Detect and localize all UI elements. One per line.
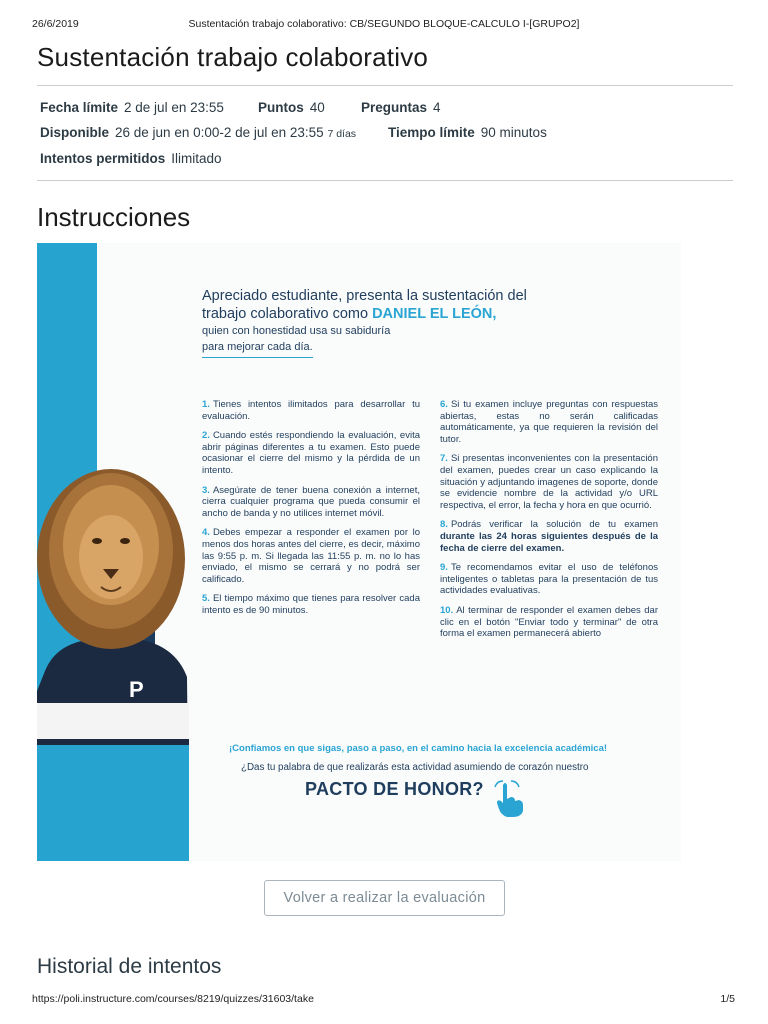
instructions-intro xyxy=(202,287,532,358)
available-detail xyxy=(40,125,356,140)
retake-quiz-button[interactable]: Volver a realizar la evaluación xyxy=(264,880,505,916)
print-date: 26/6/2019 xyxy=(32,18,79,30)
divider xyxy=(37,180,733,181)
instructions-heading: Instrucciones xyxy=(37,202,191,232)
print-page-number: 1/5 xyxy=(720,993,735,1005)
rules-column-right xyxy=(440,399,658,648)
attempts-label: Intentos permitidos xyxy=(40,151,166,166)
attempts-value: Ilimitado xyxy=(171,151,222,166)
divider xyxy=(37,85,733,86)
shirt-logo: P xyxy=(129,677,144,702)
attempts-detail xyxy=(40,151,222,166)
rule-item: 10. Al terminar de responder el examen debes dar clic en el botón "Enviar todo y terminar" de otra forma el examen permanecerá abierto xyxy=(440,604,658,640)
rule-item: 2. Cuando estés respondiendo la evaluación, evita abrir páginas diferentes a tu examen. Esto puede ocasionar el cierre del mismo y la pérdida de un intento. xyxy=(202,430,420,476)
encouragement-text: ¡Confiamos en que sigas, paso a paso, en el camino hacia la excelencia académica! xyxy=(229,743,608,754)
points-label: Puntos xyxy=(258,100,304,115)
rule-item: 1. Tienes intentos ilimitados para desarrollar tu evaluación. xyxy=(202,399,420,422)
honor-pact-title: PACTO DE HONOR? xyxy=(305,779,484,799)
intro-line-3: quien con honestidad usa su sabiduría xyxy=(202,325,391,337)
time-limit-detail xyxy=(388,125,547,140)
rule-item: 7. Si presentas inconvenientes con la presentación del examen, puedes crear un caso explicando la situación y adjuntando imagenes de soporte, donde se evidencie nombre de la actividad y/o URL respectiva, el error, la fecha y hora en que ocurrió. xyxy=(440,453,658,511)
questions-value: 4 xyxy=(433,100,441,115)
questions-label: Preguntas xyxy=(361,100,428,115)
intro-highlight: DANIEL EL LEÓN, xyxy=(372,306,497,322)
instructions-image xyxy=(37,243,681,861)
quiz-details-row-1 xyxy=(40,100,224,115)
available-days: 7 días xyxy=(327,128,357,140)
pointing-hand-icon xyxy=(493,779,527,819)
print-header xyxy=(0,18,768,32)
attempt-history-heading: Historial de intentos xyxy=(37,955,222,978)
intro-line-1: Apreciado estudiante, presenta la sustentación del xyxy=(202,288,527,304)
rule-item: 8. Podrás verificar la solución de tu examen durante las 24 horas siguientes después de la fecha de cierre del examen. xyxy=(440,519,658,554)
due-value: 2 de jul en 23:55 xyxy=(124,100,224,115)
due-label: Fecha límite xyxy=(40,100,119,115)
rules-column-left xyxy=(202,399,420,625)
time-limit-label: Tiempo límite xyxy=(388,125,475,140)
print-url: https://poli.instructure.com/courses/8219/quizzes/31603/take xyxy=(32,993,314,1005)
points-value: 40 xyxy=(309,100,325,115)
rule-item: 9. Te recomendamos evitar el uso de teléfonos inteligentes o tabletas para la presentación de tus actividades evaluativas. xyxy=(440,562,658,597)
rule-item: 5. El tiempo máximo que tienes para resolver cada intento es de 90 minutos. xyxy=(202,593,420,616)
lion-mascot-illustration xyxy=(37,441,189,861)
page-title: Sustentación trabajo colaborativo xyxy=(37,42,429,72)
available-value: 26 de jun en 0:00-2 de jul en 23:55 xyxy=(115,125,324,140)
available-label: Disponible xyxy=(40,125,110,140)
intro-line-4: para mejorar cada día. xyxy=(202,339,313,358)
time-limit-value: 90 minutos xyxy=(480,125,547,140)
rule-item: 4. Debes empezar a responder el examen por lo menos dos horas antes del cierre, es decir, máximo las 9:55 p. m. Si llegada las 11:55 p. m. no lo has enviado, el mismo se cerrará y no podrá ser calificado. xyxy=(202,527,420,585)
rule-item: 6. Si tu examen incluye preguntas con respuestas abiertas, estas no serán calificadas automáticamente, ya que requieren la revisión del tutor. xyxy=(440,399,658,445)
honor-question: ¿Das tu palabra de que realizarás esta actividad asumiendo de corazón nuestro xyxy=(241,762,589,773)
points-detail xyxy=(258,100,325,115)
print-title: Sustentación trabajo colaborativo: CB/SEGUNDO BLOQUE-CALCULO I-[GRUPO2] xyxy=(188,18,580,30)
questions-detail xyxy=(361,100,441,115)
intro-line-2: trabajo colaborativo como xyxy=(202,306,373,322)
rule-item: 3. Asegúrate de tener buena conexión a internet, cierra cualquier programa que pueda consumir el ancho de banda y no utilices internet móvil. xyxy=(202,484,420,519)
